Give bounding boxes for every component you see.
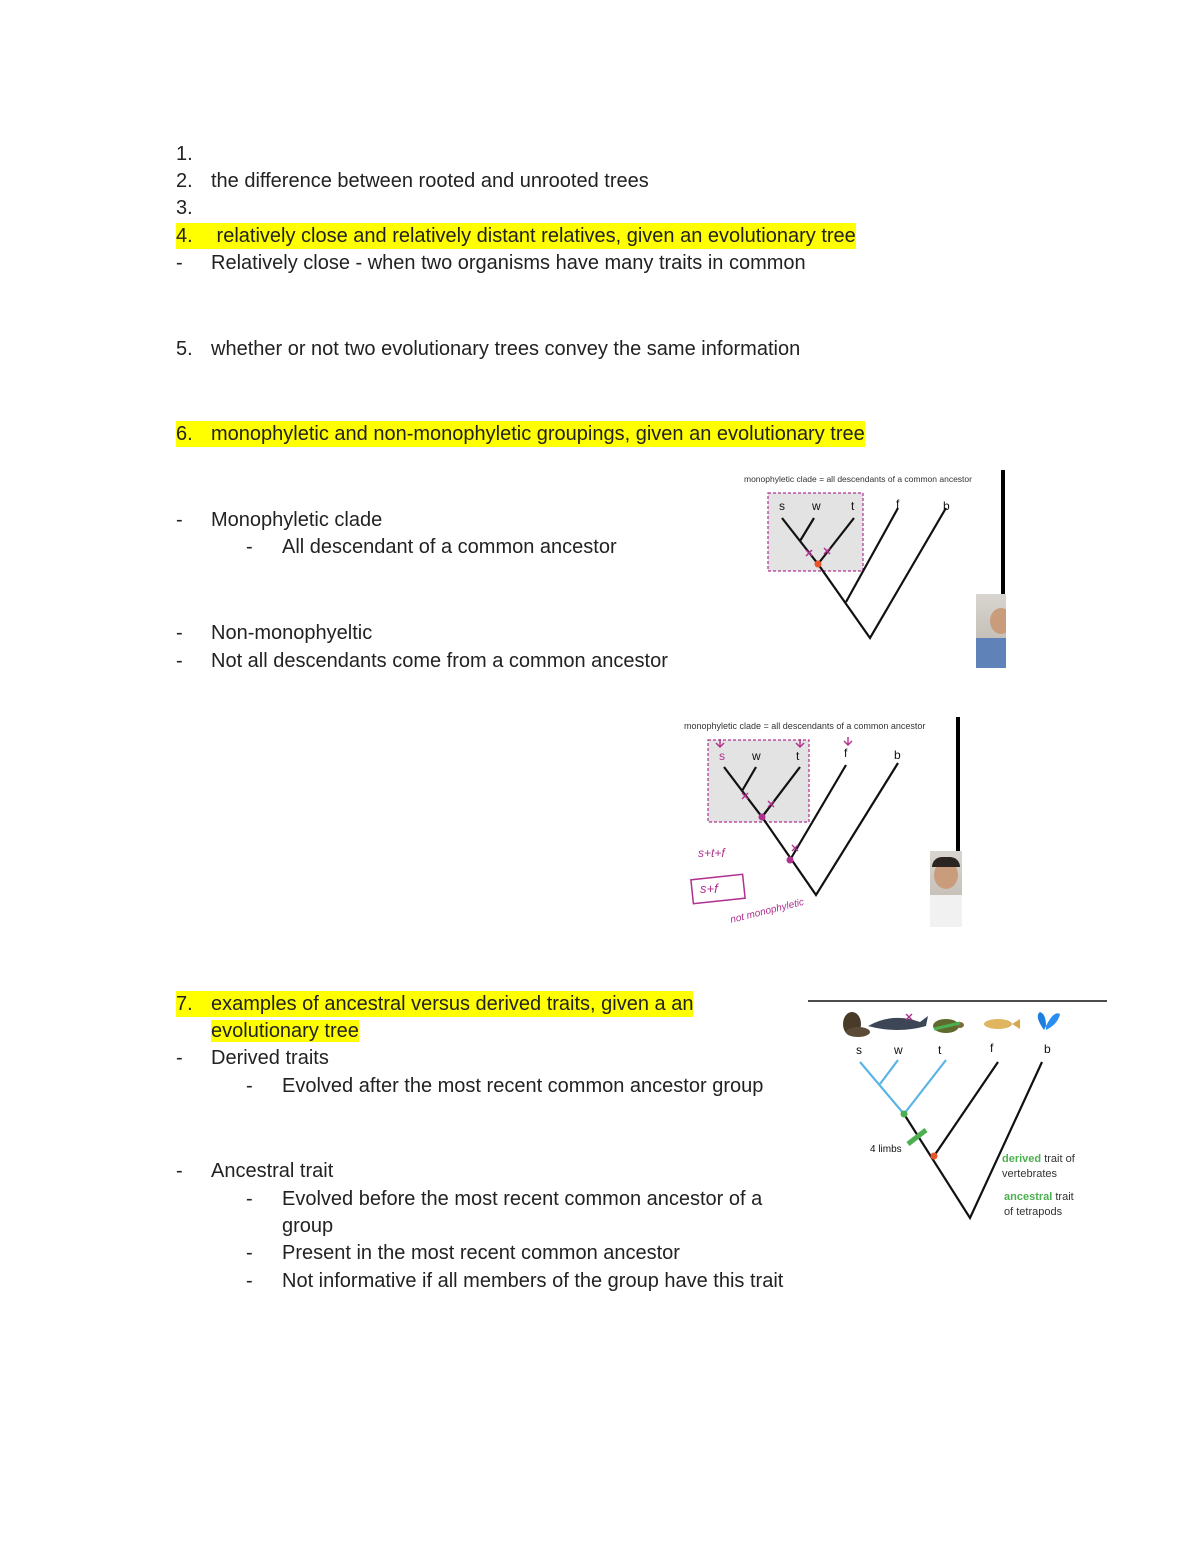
pen-note: s+f [700,881,718,896]
bullet-text: group [282,1215,334,1237]
taxon-label: f [844,746,848,760]
bullet-text: Not all descendants come from a common ancestor [211,650,668,672]
bullet-ancestral-trait [176,1158,576,1184]
legend-ancestral-rest: trait [1052,1191,1074,1203]
bullet-text: Evolved before the most recent common ancestor of a [282,1188,763,1210]
bullet-derived-traits [176,1045,576,1071]
bullet-dash: - [246,1242,253,1264]
tree-diagram-3 [808,996,1108,1222]
bullet-dash: - [246,536,253,558]
list-item-7 [176,991,796,1017]
person-shirt [930,895,962,927]
ancestor-node [787,857,794,864]
taxon-label: t [851,499,855,513]
bullet-text: All descendant of a common ancestor [282,536,617,558]
taxon-label: f [990,1041,994,1055]
fish-icon [984,1019,1020,1029]
bullet-dash: - [246,1270,253,1292]
bullet-text: Not informative if all members of the group have this trait [282,1270,784,1292]
taxon-label: b [894,748,901,762]
sub-bullet-all-descendant [246,534,666,560]
trait-label: 4 limbs [870,1144,902,1155]
ancestor-node [759,814,766,821]
taxon-label: s [856,1043,862,1057]
person-hair [932,857,960,867]
trait-marker [908,1130,926,1144]
bullet-dash: - [246,1075,253,1097]
taxon-label: w [894,1043,903,1057]
list-text: evolutionary tree [211,1020,359,1042]
sub-bullet-evolved-before [246,1186,806,1212]
taxon-label: t [938,1043,942,1057]
legend-ancestral [1004,1191,1074,1203]
legend-derived-line2: vertebrates [1002,1168,1058,1180]
taxon-label: b [943,499,950,513]
tree-diagram-1 [738,468,1006,668]
sub-bullet-present-in-mrca [246,1240,806,1266]
seal-icon [843,1012,870,1037]
list-text: whether or not two evolutionary trees convey the same information [211,338,801,360]
list-number: 4. [176,223,211,249]
taxon-label: w [812,499,821,513]
list-number: 3. [176,197,193,219]
bullet-relatively-close [176,250,896,276]
bullet-monophyletic [176,507,676,533]
pen-note: s+t+f [698,846,725,860]
figure-caption: monophyletic clade = all descendants of a common ancestor [684,721,926,731]
pen-note: not monophyletic [729,896,806,926]
legend-ancestral-line2: of tetrapods [1004,1206,1063,1218]
list-text: examples of ancestral versus derived traits, given a an [211,993,694,1015]
bullet-non-monophyletic [176,620,676,646]
ancestor-node [931,1153,938,1160]
list-item-3 [176,195,193,221]
figure-derived-ancestral [808,996,1108,1222]
legend-derived-word: derived [1002,1153,1042,1165]
list-text: monophyletic and non-monophyletic groupings, given an evolutionary tree [211,423,865,445]
legend-ancestral-word: ancestral [1004,1191,1053,1203]
list-number: 2. [176,170,193,192]
taxon-label: s [779,499,785,513]
taxon-label: b [1044,1042,1051,1056]
legend-derived-rest: trait of [1041,1153,1075,1165]
bullet-text: Monophyletic clade [211,509,383,531]
bullet-not-all-descendants [176,648,716,674]
turtle-icon [933,1019,964,1033]
tree-diagram-2 [680,715,962,927]
taxon-label: w [752,749,761,763]
bullet-dash: - [176,252,183,274]
scroll-bar-mark [1001,470,1005,594]
webcam-thumbnail [930,851,962,927]
list-text: relatively close and relatively distant relatives, given an evolutionary tree [211,225,856,247]
bullet-dash: - [246,1188,253,1210]
list-text: the difference between rooted and unrooted trees [211,170,649,192]
sub-bullet-not-informative [246,1268,826,1294]
taxon-label: f [896,497,900,511]
bullet-text: Non-monophyeltic [211,622,373,644]
person-shirt [976,638,1006,668]
sub-bullet-evolved-after [246,1073,806,1099]
list-item-5 [176,336,896,362]
list-item-1 [176,141,193,167]
bullet-text: Relatively close - when two organisms have many traits in common [211,252,806,274]
webcam-thumbnail [976,594,1006,668]
taxon-label: s [719,749,725,763]
bullet-dash: - [176,650,183,672]
list-item-6 [176,421,896,447]
bullet-text: Evolved after the most recent common ancestor group [282,1075,764,1097]
list-item-7-continued [211,1018,611,1044]
whale-icon [868,1014,928,1030]
list-item-2 [176,168,776,194]
list-number: 6. [176,421,211,447]
bullet-text: Ancestral trait [211,1160,334,1182]
bullet-dash: - [176,1160,183,1182]
list-number: 7. [176,991,211,1017]
bullet-text: Derived traits [211,1047,329,1069]
bullet-text: Present in the most recent common ancestor [282,1242,680,1264]
figure-monophyletic-clade [738,468,1006,668]
scroll-bar-mark [956,717,960,853]
taxon-label: t [796,749,800,763]
list-number: 1. [176,143,193,165]
figure-non-monophyletic [680,715,962,927]
butterfly-icon [1038,1012,1060,1030]
bullet-dash: - [176,509,183,531]
ancestor-node [815,561,822,568]
sub-bullet-evolved-before-continued [282,1213,482,1239]
bullet-dash: - [176,622,183,644]
list-number: 5. [176,338,193,360]
figure-caption: monophyletic clade = all descendants of a common ancestor [744,474,972,484]
legend-derived [1002,1153,1076,1165]
ancestor-node [901,1111,908,1118]
bullet-dash: - [176,1047,183,1069]
blue-branches [860,1060,946,1114]
list-item-4 [176,223,896,249]
person-face [990,608,1006,634]
